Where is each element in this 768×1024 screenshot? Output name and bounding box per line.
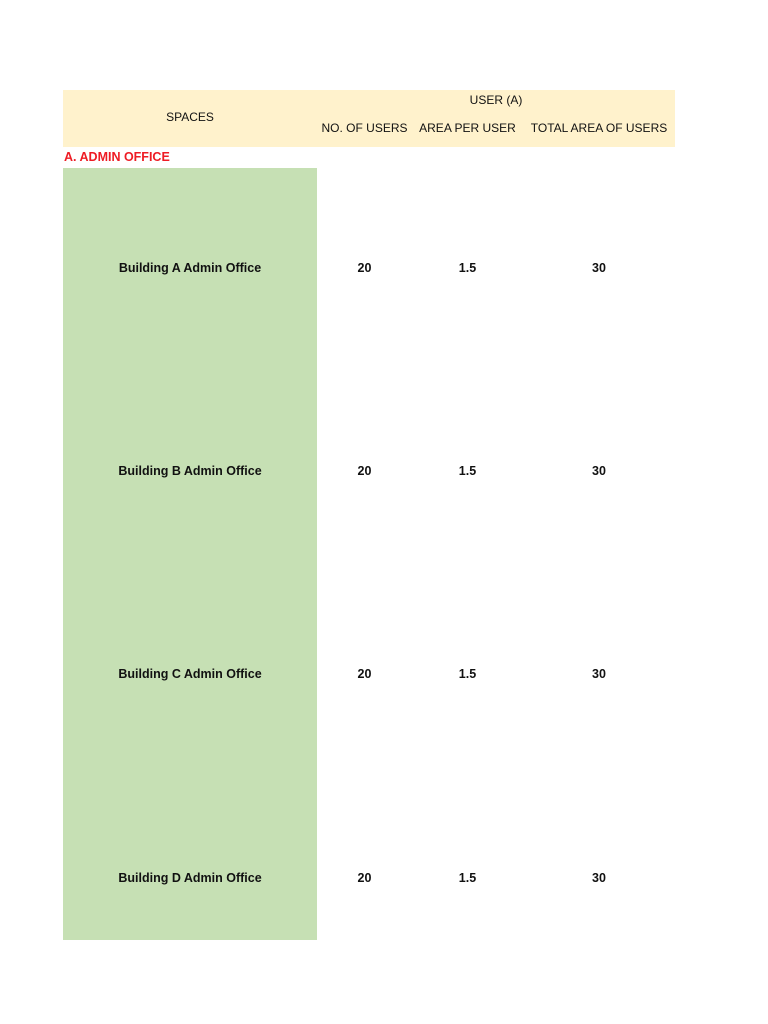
table-row-area: 1.5: [458, 667, 477, 681]
table-row-total: 30: [592, 261, 606, 275]
table-row-name: Building C Admin Office: [118, 667, 262, 681]
header-total-area: TOTAL AREA OF USERS: [530, 121, 668, 135]
table-row-total: 30: [592, 667, 606, 681]
table-row-total: 30: [592, 871, 606, 885]
table-row-users: 20: [357, 464, 372, 478]
header-no-of-users: NO. OF USERS: [321, 121, 408, 135]
section-title: A. ADMIN OFFICE: [64, 150, 170, 164]
table-row-total: 30: [592, 464, 606, 478]
table-row-name: Building B Admin Office: [118, 464, 262, 478]
header-user-group: USER (A): [469, 93, 523, 107]
table-row-name: Building A Admin Office: [118, 261, 262, 275]
table-row-name: Building D Admin Office: [118, 871, 262, 885]
table-row-area: 1.5: [458, 464, 477, 478]
table-row-users: 20: [357, 261, 372, 275]
header-area-per-user: AREA PER USER: [419, 121, 516, 135]
spaces-column-fill: [63, 168, 317, 940]
table-row-area: 1.5: [458, 871, 477, 885]
table-row-users: 20: [357, 667, 372, 681]
table-row-area: 1.5: [458, 261, 477, 275]
header-spaces: SPACES: [166, 110, 214, 124]
table-row-users: 20: [357, 871, 372, 885]
